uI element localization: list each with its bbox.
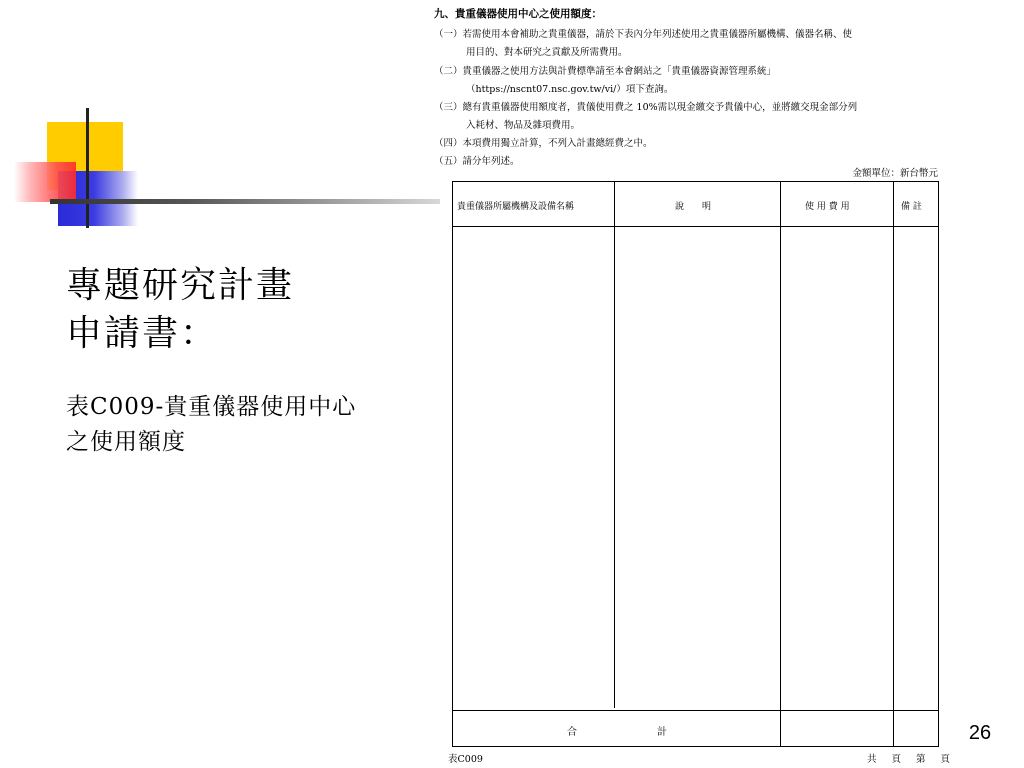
slide-page-number: 26	[968, 722, 992, 744]
page-count-label: 共 頁 第 頁	[866, 754, 950, 765]
table-header-description: 說 明	[675, 202, 712, 212]
form-document-image	[428, 0, 968, 768]
table-column-divider	[780, 182, 781, 746]
document-item-4: （四）本項費用獨立計算，不列入計畫總經費之中。	[434, 138, 653, 149]
document-item-2-cont: （https://nscnt07.nsc.gov.tw/vi/）項下查詢。	[466, 84, 674, 95]
table-header-remarks: 備 註	[901, 202, 922, 212]
slide-subtitle-line1: 表C009-貴重儀器使用中心	[66, 394, 357, 420]
table-header-fee: 使 用 費 用	[805, 202, 850, 212]
table-column-divider	[614, 182, 615, 708]
document-item-3: （三）總有貴重儀器使用額度者，貴儀使用費之 10%需以現金繳交予貴儀中心，並將繳交現金部分列	[434, 102, 858, 113]
total-label-part2: 計	[657, 727, 667, 738]
usage-table	[452, 181, 939, 747]
vertical-divider-line	[86, 108, 89, 228]
document-item-3-cont: 入耗材、物品及雜項費用。	[466, 120, 581, 131]
document-item-5: （五）請分年列述。	[434, 156, 520, 167]
document-item-1: （一）若需使用本會補助之貴重儀器，請於下表內分年列述使用之貴重儀器所屬機構、儀器名稱、使	[434, 29, 853, 40]
table-header-row	[453, 182, 938, 227]
table-header-institution: 貴重儀器所屬機構及設備名稱	[457, 202, 575, 212]
form-code: 表C009	[448, 754, 483, 765]
slide-subtitle	[66, 390, 406, 460]
document-item-2: （二）貴重儀器之使用方法與計費標準請至本會網站之「貴重儀器資源管理系統」	[434, 66, 777, 77]
total-label-part1: 合	[567, 727, 577, 738]
slide-title-line2: 申請書：	[66, 313, 219, 354]
slide-title-line1: 專題研究計畫	[66, 265, 295, 306]
document-item-1-cont: 用目的、對本研究之貢獻及所需費用。	[466, 47, 628, 58]
slide-subtitle-line2: 之使用額度	[66, 429, 186, 455]
currency-unit-label: 金額單位：新台幣元	[852, 168, 938, 179]
document-heading: 九、貴重儀器使用中心之使用額度：	[434, 8, 602, 20]
red-square-shape	[14, 162, 76, 202]
decorative-logo-graphic	[0, 0, 440, 240]
table-total-row	[453, 710, 938, 749]
table-column-divider	[893, 182, 894, 746]
slide-title	[66, 262, 406, 358]
horizontal-divider-line	[50, 199, 440, 204]
